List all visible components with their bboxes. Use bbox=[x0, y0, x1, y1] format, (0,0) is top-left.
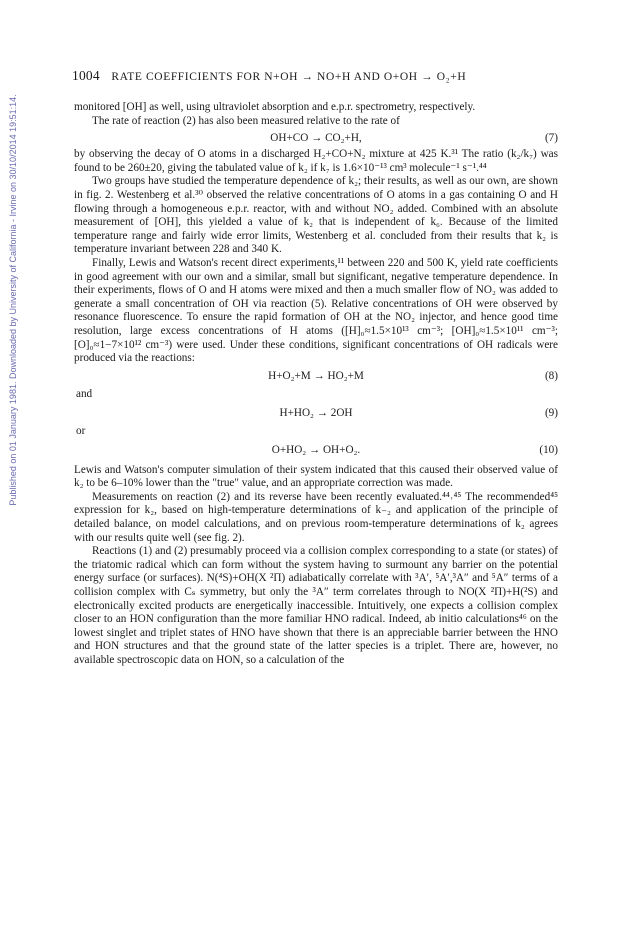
paragraph-computer-simulation: Lewis and Watson's computer simulation of their system indicated that this caused their observed value of k₂ to be 6–10% lower than the "true" value, and an appropriate correction was made. bbox=[74, 463, 558, 490]
paragraph-continuation: monitored [OH] as well, using ultraviolet absorption and e.p.r. spectrometry, respectively. bbox=[74, 101, 476, 113]
paragraph-collision-complex: Reactions (1) and (2) presumably proceed via a collision complex corresponding to a state (or states) of the triatomic radical which can form without the system having to surmount any barrier on the potential energy surface (or surfaces). N(⁴S)+OH(X ²Π) adiabatically correlate with ³A′, ⁵A′,³A″ and ⁵A″ terms of a collision complex with Cₛ symmetry, but only the ³A″ term correlates through to NO(X ²Π)+H(²S) and electronically excited products are energetically inaccessible. Intuitively, one expects a collision complex closer to an HON configuration than the more familiar HNO radical. Indeed, ab initio calculations⁴⁶ on the lowest singlet and triplet states of HNO have shown that there is an appreciable barrier between the HNO and HON structures and that the ground state of the latter species is a triplet. There are, however, no available spectroscopic data on HON, so a calculation of the bbox=[74, 545, 558, 666]
equation-9-number: (9) bbox=[544, 406, 558, 419]
download-watermark-text: Published on 01 January 1981. Downloaded by University of California - Irvine on 30/10/2014 19:51:14. bbox=[8, 94, 18, 506]
running-header bbox=[72, 68, 558, 84]
conjunction-and: and bbox=[76, 387, 93, 400]
equation-9-expression: H+HO₂ → 2OH bbox=[279, 406, 353, 419]
equation-8-number: (8) bbox=[544, 369, 558, 382]
page-number: 1004 bbox=[72, 68, 100, 83]
equation-8-expression: H+O₂+M → HO₂+M bbox=[268, 369, 364, 382]
equation-10-number: (10) bbox=[539, 443, 558, 456]
equation-9 bbox=[74, 403, 558, 423]
running-title: RATE COEFFICIENTS FOR N+OH → NO+H AND O+OH → O₂+H bbox=[111, 71, 467, 83]
page-body bbox=[74, 101, 558, 668]
paragraph-lewis-watson: Finally, Lewis and Watson's recent direct experiments,¹¹ between 220 and 500 K, yield rate coefficients in good agreement with our own and a similar, small but significant, negative temperature dependence. In their experiments, flows of O and H atoms were mixed and then a much smaller flow of NO₂ was added to generate a small concentration of OH via reaction (5). Relative concentrations of OH were observed by resonance fluorescence. To ensure the rapid formation of OH at the NO₂ injector, and hence good time resolution, large excess concentrations of H atoms ([H]₀≈1.5×10¹³ cm⁻³; [OH]₀≈1.5×10¹¹ cm⁻³; [O]₀≈1−7×10¹² cm⁻³) were used. Under these conditions, significant concentrations of OH radicals were produced via the reactions: bbox=[74, 256, 558, 365]
equation-10 bbox=[74, 440, 558, 460]
equation-7 bbox=[74, 128, 558, 148]
equation-7-number: (7) bbox=[544, 132, 558, 145]
conjunction-or: or bbox=[76, 424, 86, 437]
download-watermark bbox=[0, 0, 26, 600]
equation-8 bbox=[74, 366, 558, 386]
equation-10-expression: O+HO₂ → OH+O₂. bbox=[271, 443, 361, 456]
equation-7-expression: OH+CO → CO₂+H, bbox=[270, 132, 362, 145]
paragraph-decay-o-atoms: by observing the decay of O atoms in a discharged H₂+CO+N₂ mixture at 425 K.³¹ The ratio (k₂/k₇) was found to be 260±20, giving the tabulated value of k₂ if k₇ is 1.6×10⁻¹³ cm³ molecule⁻¹ s⁻¹.⁴⁴ bbox=[74, 148, 558, 174]
paragraph-temperature-dependence: Two groups have studied the temperature dependence of k₂; their results, as well as our own, are shown in fig. 2. Westenberg et al.³⁰ observed the relative concentrations of O atoms in a gas containing O and H flowing through a homogeneous e.p.r. reactor, with and without NO₂ added. Combined with an absolute measurement of [OH], this yielded a value of k₂ that is independent of k₆. Because of the limited temperature range and fairly wide error limits, Westenberg et al. concluded from their results that k₂ is temperature invariant between 228 and 340 K. bbox=[74, 175, 558, 256]
paragraph-reaction-2-relative: The rate of reaction (2) has also been measured relative to the rate of bbox=[92, 114, 400, 127]
paragraph-evaluations: Measurements on reaction (2) and its reverse have been recently evaluated.⁴⁴˒⁴⁵ The recommended⁴⁵ expression for k₂, based on high-temperature determinations of k₋₂ and application of the principle of detailed balance, on model calculations, and on previous room-temperature determinations of k₂ agrees with our results quite well (see fig. 2). bbox=[74, 490, 558, 544]
